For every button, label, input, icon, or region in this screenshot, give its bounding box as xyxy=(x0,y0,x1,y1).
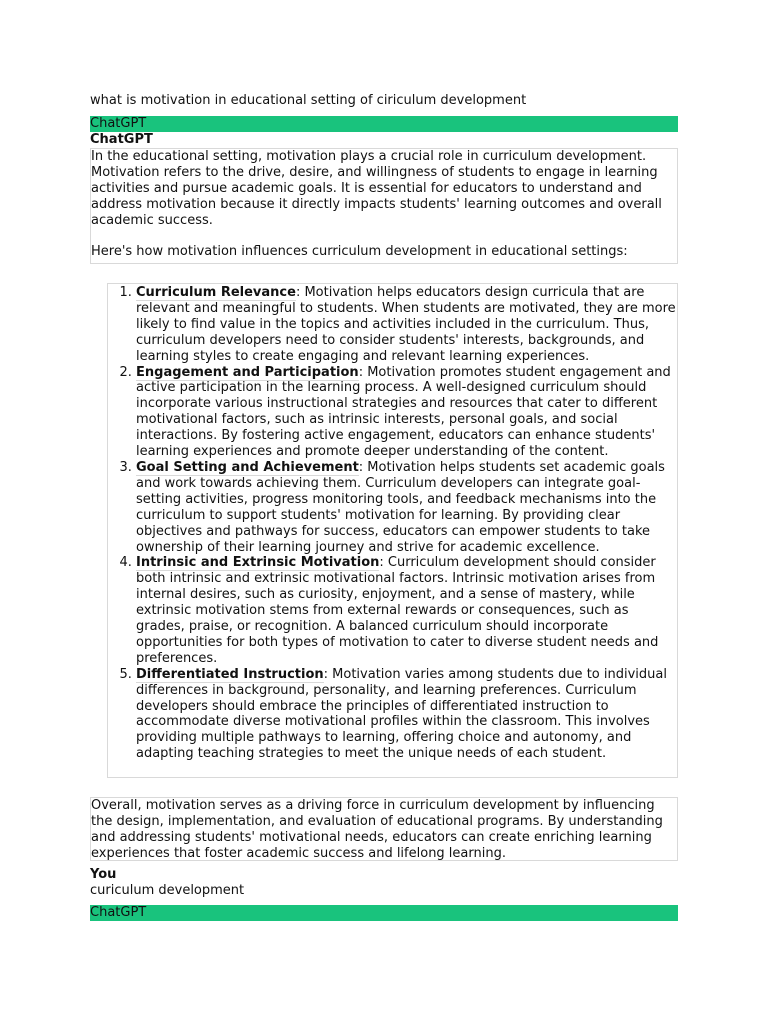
intro-block xyxy=(90,148,678,264)
list-item-text: : Motivation helps educators design curricula that are relevant and meaningful to students. When students are motivated, they are more likely to find value in the topics and activities included in the curriculum. Thus, curriculum developers need to consider students' interests, backgrounds, and learning styles to create engaging and relevant learning experiences. xyxy=(136,285,676,364)
user-reply: curiculum development xyxy=(90,883,245,898)
list-item xyxy=(136,555,677,666)
conclusion-paragraph: Overall, motivation serves as a driving force in curriculum development by influencing the design, implementation, and evaluation of educational programs. By understanding and addressing students' motivational needs, educators can create enriching learning experiences that foster academic success and lifelong learning. xyxy=(91,798,663,861)
list-item-text: : Motivation helps students set academic goals and work towards achieving them. Curriculum developers can integrate goal-setting activities, progress monitoring tools, and feedback mechanisms into the curriculum to support students' motivation for learning. By providing clear objectives and pathways for success, educators can empower students to take ownership of their learning journey and strive for academic excellence. xyxy=(136,459,665,555)
list-item-term: Engagement and Participation xyxy=(136,364,359,380)
factors-list xyxy=(108,285,677,762)
list-item xyxy=(136,365,677,460)
list-item xyxy=(136,285,677,365)
chat-document xyxy=(90,93,678,921)
conclusion-block xyxy=(90,797,678,861)
list-item-term: Intrinsic and Extrinsic Motivation xyxy=(136,555,380,571)
user-label: You xyxy=(90,867,117,882)
list-item xyxy=(136,460,677,555)
user-prompt: what is motivation in educational setting of ciriculum development xyxy=(90,93,527,108)
list-item xyxy=(136,667,677,762)
list-item-text: : Motivation promotes student engagement and active participation in the learning process. A well-designed curriculum should incorporate various instructional strategies and resources that cater to different motivational factors, such as intrinsic interests, personal goals, and social interactions. By fostering active engagement, educators can enhance students' learning experiences and promote deeper understanding of the content. xyxy=(136,364,671,460)
list-item-term: Curriculum Relevance xyxy=(136,285,296,300)
intro-paragraph: In the educational setting, motivation plays a crucial role in curriculum development. Motivation refers to the drive, desire, and willingness of students to engage in learning activities and pursue academic goals. It is essential for educators to understand and address motivation because it directly impacts students' learning outcomes and overall academic success. xyxy=(91,149,662,228)
assistant-header-bar: ChatGPT xyxy=(90,116,678,132)
list-item-text: : Curriculum development should consider both intrinsic and extrinsic motivational factors. Intrinsic motivation arises from internal desires, such as curiosity, enjoyment, and a sense of mastery, while extrinsic motivation stems from external rewards or consequences, such as grades, praise, or recognition. A balanced curriculum should incorporate opportunities for both types of motivation to cater to diverse student needs and preferences. xyxy=(136,555,659,666)
list-item-text: : Motivation varies among students due to individual differences in background, personality, and learning preferences. Curriculum developers should embrace the principles of differentiated instruction to accommodate diverse motivational profiles within the classroom. This involves providing multiple pathways to learning, offering choice and autonomy, and adapting teaching strategies to meet the unique needs of each student. xyxy=(136,666,667,762)
list-item-term: Goal Setting and Achievement xyxy=(136,459,359,475)
lead-in-paragraph: Here's how motivation influences curriculum development in educational settings: xyxy=(91,243,628,259)
assistant-header-bar-2: ChatGPT xyxy=(90,905,678,921)
factors-list-block xyxy=(107,283,678,778)
assistant-name: ChatGPT xyxy=(90,132,153,147)
list-item-term: Differentiated Instruction xyxy=(136,666,324,682)
